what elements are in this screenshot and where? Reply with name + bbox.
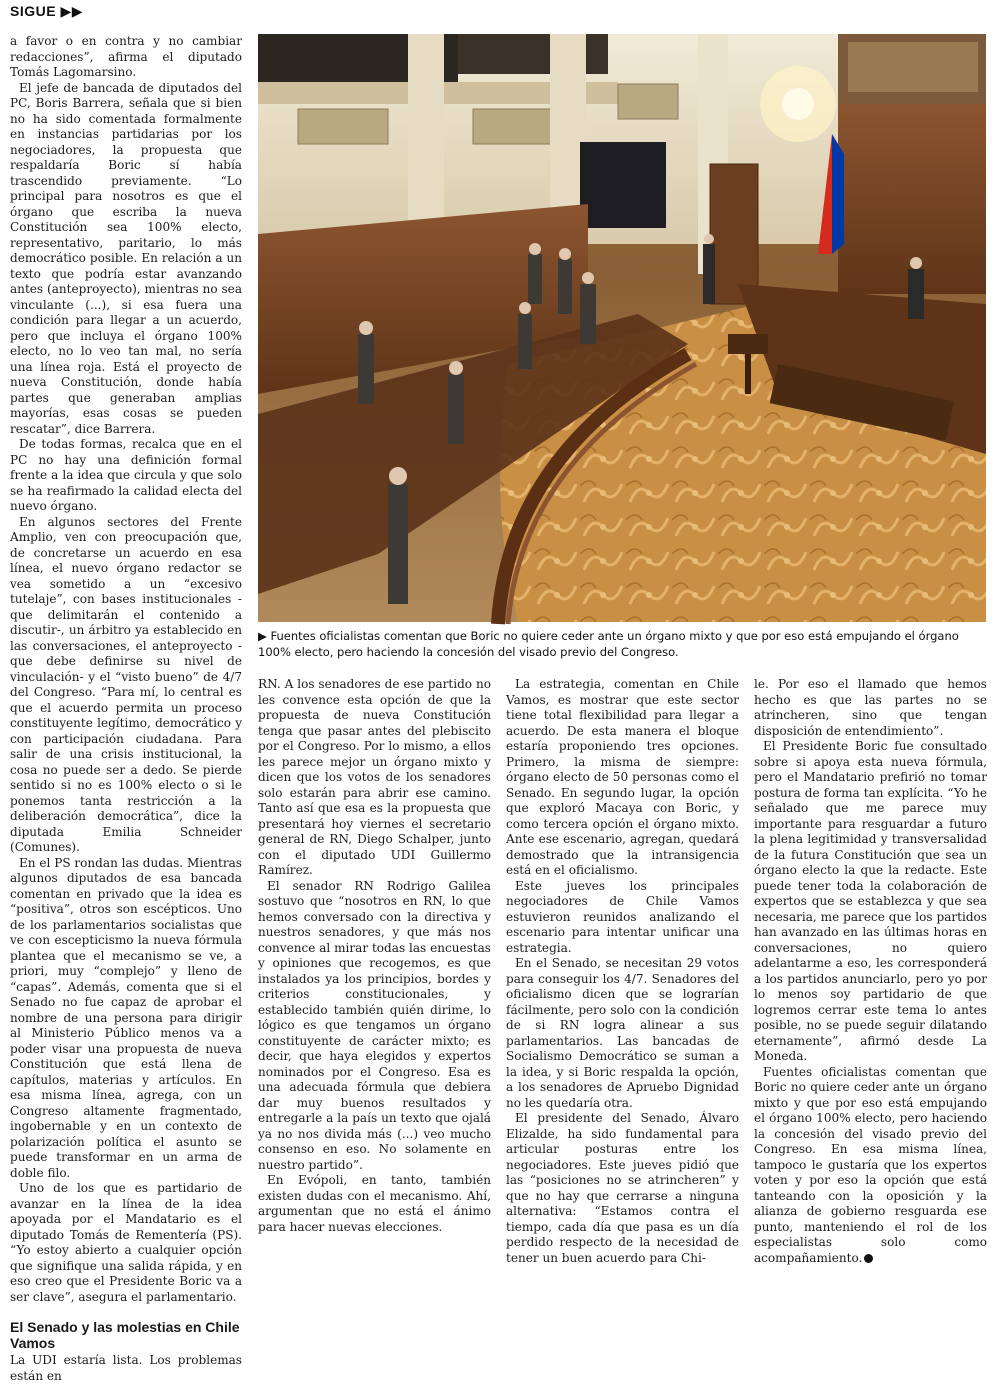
article-column-2 <box>258 677 491 1234</box>
paragraph: El presidente del Senado, Álvaro Elizalde, ha sido fundamental para articular posturas entre los negociadores. Este jueves pidió que las “posiciones no se atrincheren” y que no hay que cerrarse a ninguna alternativa: “Estamos contra el tiempo, cada día que pasa es un día perdido respecto de la necesidad de tener un buen acuerdo para Chi- <box>506 1111 739 1265</box>
senate-chamber-photo <box>258 34 986 622</box>
paragraph: le. Por eso el llamado que hemos hecho es que las partes no se atrincheren, sino que tengan disposición de entendimiento”. <box>754 677 987 738</box>
paragraph: En Evópoli, en tanto, también existen dudas con el mecanismo. Ahí, argumentan que no está el ánimo para hacer nuevas elecciones. <box>258 1173 491 1234</box>
paragraph: Este jueves los principales negociadores de Chile Vamos estuvieron reunidos analizando el escenario para intentar unificar una estrategia. <box>506 878 739 955</box>
paragraph: a favor o en contra y no cambiar redacciones”, afirma el diputado Tomás Lagomarsino. <box>10 34 242 79</box>
paragraph: El Presidente Boric fue consultado sobre si apoya esta nueva fórmula, pero el Mandatario prefirió no tomar postura de forma tan explícita. “Yo he señalado que me parece muy importante para resguardar a futuro la plena legitimidad y transversalidad de la futura Constitución que sea un órgano electo la que la redacte. Este puede tener toda la colaboración de expertos que se establezca y que sea necesaria, me parece que los partidos han avanzado en las últimas horas en conversaciones, no quiero adelantarme a eso, les corresponderá a los partidos anunciarlo, pero yo por lo menos soy partidario de que logremos cerrar este tema lo antes posible, no se puede seguir dilatando eternamente”, afirmó desde La Moneda. <box>754 739 987 1063</box>
paragraph: El senador RN Rodrigo Galilea sostuvo que “nosotros en RN, lo que hemos conversado con la directiva y nuestros senadores, y que más nos convence al mirar todas las encuestas y opiniones que recogemos, es que instalados ya los principios, bordes y criterios constitucionales, y establecido también quién dirime, lo lógico es que tengamos un órgano constituyente de carácter mixto; es decir, que haya elegidos y expertos nominados por el Congreso. Esa es una adecuada fórmula que debiera dar muy buenos resultados y entregarle a la país un texto que ojalá ya no nos divida más (...) veo mucho consenso en eso. No solamente en nuestro partido”. <box>258 878 491 1172</box>
caption-arrow-icon: ▶ <box>258 629 267 643</box>
section-heading: El Senado y las molestias en Chile Vamos <box>10 1319 240 1351</box>
paragraph: RN. A los senadores de ese partido no les convence esta opción de que la propuesta de nueva Constitución tenga que pasar antes del plebiscito por el Congreso. Por lo mismo, a ellos les parece mejor un órgano mixto y dicen que los votos de los senadores solo estarán para abrir ese camino. Tanto así que esa es la propuesta que presentará hoy viernes el secretario general de RN, Diego Schalper, junto con el diputado UDI Guillermo Ramírez. <box>258 677 491 877</box>
paragraph: El jefe de bancada de diputados del PC, Boris Barrera, señala que si bien no ha sido comentada formalmente en instancias partidarias por los negociadores, la propuesta que respaldaría Boric sí había trascendido previamente. “Lo principal para nosotros es que el órgano que escriba la nueva Constitución sea 100% electo, representativo, paritario, lo más democrático posible. En relación a un texto que podría estar avanzando antes (anteproyecto), mientras no sea vinculante (...), si esa fuera una condición para llegar a un acuerdo, pero que incluya el órgano 100% electo, no lo veo tan mal, no sería una línea roja. Está el proyecto de nueva Constitución, donde había partes que generaban amplias mayorías, esas cosas se pueden rescatar”, dice Barrera. <box>10 80 242 436</box>
article-column-3 <box>506 677 739 1265</box>
paragraph: De todas formas, recalca que en el PC no hay una definición formal frente a la idea que circula y que solo se ha reafirmado la calidad electa del nuevo órgano. <box>10 437 242 513</box>
paragraph: En algunos sectores del Frente Amplio, ven con preocupación que, de concretarse un acuerdo en esa línea, el nuevo órgano redactor se vea sometido a un “excesivo tutelaje”, con bases institucionales -que delimitarán el contenido a discutir-, un árbitro ya establecido en las conversaciones, el anteproyecto -que debe definirse su nivel de vinculación- y el “visto bueno” de 4/7 del Congreso. “Para mí, lo central es que el acuerdo permita un proceso constituyente legítimo, democrático y con participación ciudadana. Para salir de una crisis institucional, la cosa no puede ser a dedo. Se pierde sentido si no es 100% electo o si le ponemos tanta restricción a la deliberación democrática”, dice la diputada Emilia Schneider (Comunes). <box>10 514 242 854</box>
paragraph: La estrategia, comentan en Chile Vamos, es mostrar que este sector tiene total flexibilidad para llegar a acuerdo. De esta manera el bloque estaría proponiendo tres opciones. Primero, la misma de siempre: órgano electo de 50 personas como el Senado. En segundo lugar, la opción que exploró Macaya con Boric, y como tercera opción el órgano mixto. Ante ese escenario, agregan, quedará demostrado que la intransigencia está en el oficialismo. <box>506 677 739 877</box>
photo-caption <box>258 628 986 660</box>
continues-marker: SIGUE ▶▶ <box>10 3 83 19</box>
article-column-4 <box>754 677 987 1265</box>
end-of-article-icon <box>864 1254 873 1263</box>
paragraph: En el Senado, se necesitan 29 votos para conseguir los 4/7. Senadores del oficialismo dicen que se lograrían fácilmente, pero solo con la condición de si RN logra alinear a sus parlamentarios. Las bancadas de Socialismo Democrático se suman a la idea, y si Boric respalda la opción, a los senadores de Apruebo Dignidad no les quedaría otra. <box>506 956 739 1110</box>
article-column-1 <box>10 34 242 1383</box>
paragraph: En el PS rondan las dudas. Mientras algunos diputados de esa bancada comentan en privado que la idea es “positiva”, otros son escépticos. Uno de los parlamentarios socialistas que ve con escepticismo la nueva fórmula plantea que el mecanismo se ve, a priori, muy “complejo” y lleno de “capas”. Además, comenta que si el Senado no fue capaz de aprobar el nombre de una persona para dirigir al Ministerio Público menos va a poder visar una propuesta de nueva Constitución que está llena de capítulos, materias y artículos. En esa misma línea, agrega, con un Congreso altamente fragmentado, ingobernable y en un contexto de polarización política el asunto se puede transformar en un arma de doble filo. <box>10 855 242 1180</box>
paragraph <box>754 1065 987 1267</box>
photo-illustration <box>258 34 986 622</box>
paragraph: La UDI estaría lista. Los problemas están en <box>10 1353 242 1383</box>
paragraph-text: Fuentes oficialistas comentan que Boric no quiere ceder ante un órgano mixto y que por eso está empujando el órgano 100% electo, pero haciendo la concesión del visado previo del Congreso. En esa misma línea, tampoco le gustaría que los expertos voten y por eso la opción que está tanteando con la oposición y la alianza de gobierno resguarda ese punto, manteniendo el rol de los especialistas solo como acompañamiento. <box>754 1064 987 1265</box>
paragraph: Uno de los que es partidario de avanzar en la línea de la idea apoyada por el Mandatario es el diputado Tomás de Rementería (PS). “Yo estoy abierto a cualquier opción que signifique una salida rápida, y en eso creo que el Presidente Boric va a ser clave”, asegura el parlamentario. <box>10 1181 242 1304</box>
caption-text: Fuentes oficialistas comentan que Boric no quiere ceder ante un órgano mixto y que por eso está empujando el órgano 100% electo, pero haciendo la concesión del visado previo del Congreso. <box>258 629 959 659</box>
